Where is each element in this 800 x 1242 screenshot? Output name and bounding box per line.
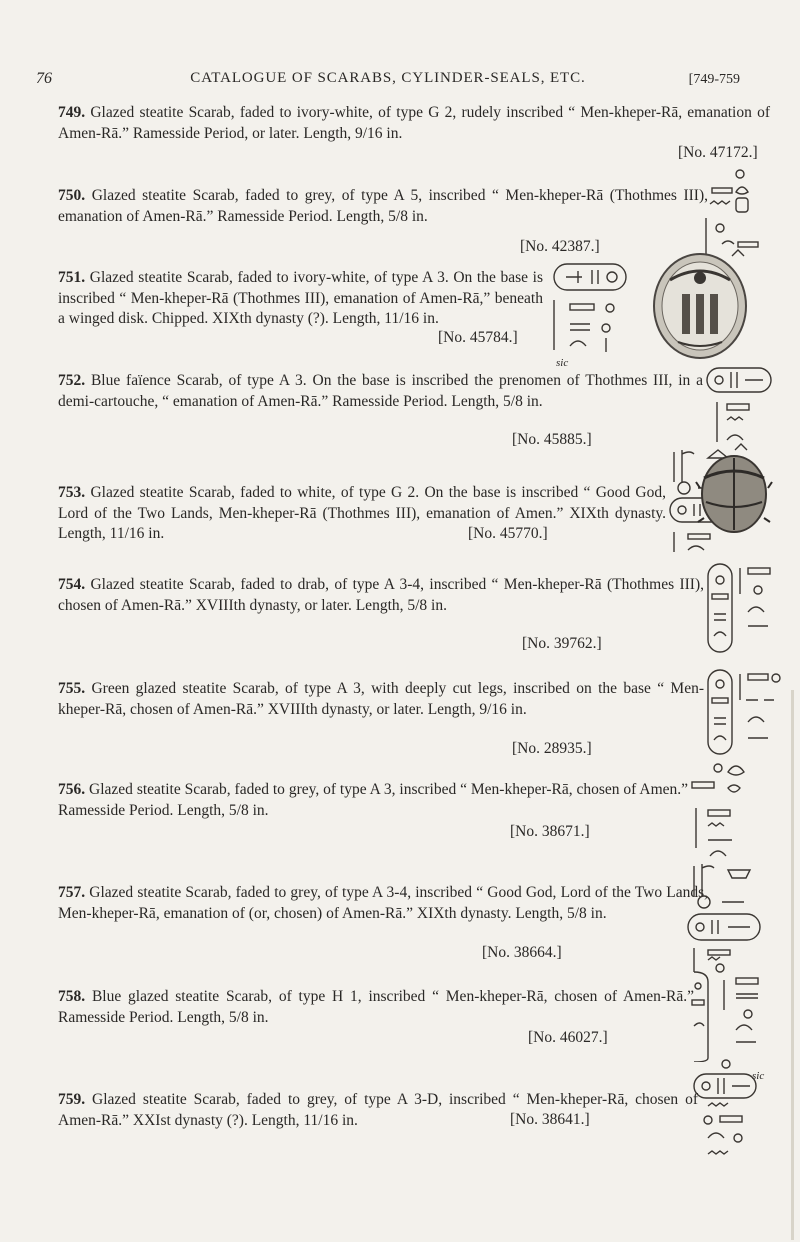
sic-note: sic — [556, 357, 569, 369]
museum-number: [No. 28935.] — [512, 740, 592, 757]
sic-note: sic — [752, 1070, 765, 1082]
entry-number: 754. — [58, 576, 86, 593]
entry-758 — [58, 987, 694, 1028]
winged-disk-scarab-photo-icon — [648, 250, 752, 360]
entry-number: 751. — [58, 269, 86, 286]
entry-text: Glazed steatite Scarab, faded to ivory-white, of type G 2, rudely inscribed “ Men-kheper-Rā, emanation of Amen-Rā.” Ramesside Period, or later. Length, 9/16 in. — [58, 104, 770, 142]
entry-754 — [58, 575, 704, 616]
museum-number: [No. 45885.] — [512, 431, 592, 448]
scarab-photo-icon — [694, 448, 774, 540]
running-header — [36, 70, 740, 90]
hieroglyph-inscription-icon — [548, 262, 630, 358]
entry-752 — [58, 371, 703, 412]
entry-749 — [58, 103, 770, 144]
entry-text: Glazed steatite Scarab, faded to grey, of type A 5, inscribed “ Men-kheper-Rā (Thothmes III), emanation of Amen-Rā.” Ramesside Period. Length, 5/8 in. — [58, 187, 709, 225]
hieroglyph-inscription-icon — [690, 970, 770, 1062]
entry-755 — [58, 679, 704, 720]
entry-759 — [58, 1090, 698, 1131]
entry-number: 755. — [58, 680, 86, 697]
entry-text: Glazed steatite Scarab, faded to grey, of type A 3-4, inscribed “ Good God, Lord of the Two Lands, Men-kheper-Rā, emanation of (or, chosen) of Amen-Rā.” XIXth dynasty. Length, 5/8 in. — [58, 884, 709, 922]
entry-756 — [58, 780, 688, 821]
entry-number: 758. — [58, 988, 86, 1005]
museum-number: [No. 38671.] — [510, 823, 590, 840]
museum-number: [No. 46027.] — [528, 1029, 608, 1046]
museum-number: [No. 38664.] — [482, 944, 562, 961]
entry-text: Glazed steatite Scarab, faded to grey, of type A 3-D, inscribed “ Men-kheper-Rā, chosen of Amen-Rā.” XXIst dynasty (?). Length, 11/16 in. — [58, 1091, 698, 1129]
entry-text: Green glazed steatite Scarab, of type A 3, with deeply cut legs, inscribed on the base “ Men-kheper-Rā, chosen of Amen-Rā.” XVIIIth dynasty, or later. Length, 9/16 in. — [58, 680, 705, 718]
entry-number: 750. — [58, 187, 86, 204]
museum-number: [No. 39762.] — [522, 635, 602, 652]
museum-number: [No. 45770.] — [468, 525, 548, 542]
entry-number: 749. — [58, 104, 86, 121]
museum-number: [No. 45784.] — [438, 329, 518, 346]
entry-text: Blue glazed steatite Scarab, of type H 1, inscribed “ Men-kheper-Rā, chosen of Amen-Rā.” Ramesside Period. Length, 5/8 in. — [58, 988, 695, 1026]
hieroglyph-inscription-icon — [706, 668, 782, 760]
entry-750 — [58, 186, 708, 227]
entry-number: 752. — [58, 372, 86, 389]
entry-number: 757. — [58, 884, 86, 901]
museum-number: [No. 38641.] — [510, 1111, 590, 1128]
hieroglyph-inscription-icon — [705, 366, 775, 456]
page-edge-shadow — [791, 690, 794, 1240]
entry-text: Glazed steatite Scarab, faded to white, of type G 2. On the base is inscribed “ Good God, Lord of the Two Lands, Men-kheper-Rā (Thothmes III), emanation of Amen.” XIXth dynasty. Length, 11/16 in. — [58, 484, 667, 542]
entry-text: Glazed steatite Scarab, faded to grey, of type A 3, inscribed “ Men-kheper-Rā, chosen of Amen.” Ramesside Period. Length, 5/8 in. — [58, 781, 689, 819]
hieroglyph-inscription-icon — [706, 562, 774, 658]
entry-753 — [58, 483, 666, 545]
entry-text: Blue faïence Scarab, of type A 3. On the base is inscribed the prenomen of Thothmes III, in a demi-cartouche, “ emanation of Amen-Rā.” Ramesside Period. Length, 5/8 in. — [58, 372, 704, 410]
entry-text: Glazed steatite Scarab, faded to drab, of type A 3-4, inscribed “ Men-kheper-Rā (Thothmes III), chosen of Amen-Rā.” XVIIIth dynasty, or later. Length, 5/8 in. — [58, 576, 704, 614]
entry-number: 759. — [58, 1091, 86, 1108]
running-title: CATALOGUE OF SCARABS, CYLINDER-SEALS, ETC. — [190, 70, 586, 86]
entry-range: [749-759 — [688, 72, 740, 87]
hieroglyph-inscription-icon — [684, 860, 764, 980]
museum-number: [No. 42387.] — [520, 238, 600, 255]
page-number: 76 — [36, 70, 52, 87]
hieroglyph-inscription-icon — [692, 1058, 760, 1190]
hieroglyph-inscription-icon — [702, 168, 762, 258]
entry-757 — [58, 883, 708, 924]
entry-text: Glazed steatite Scarab, faded to ivory-white, of type A 3. On the base is inscribed “ Men-kheper-Rā (Thothmes III), emanation of Amen-Rā,” beneath a winged disk. Chipped. XIXth dynasty (?). Length, 11/16 in. — [58, 269, 544, 327]
entry-751 — [58, 268, 543, 330]
hieroglyph-inscription-icon — [688, 760, 758, 862]
museum-number: [No. 47172.] — [678, 144, 758, 161]
entry-number: 756. — [58, 781, 86, 798]
entry-number: 753. — [58, 484, 86, 501]
